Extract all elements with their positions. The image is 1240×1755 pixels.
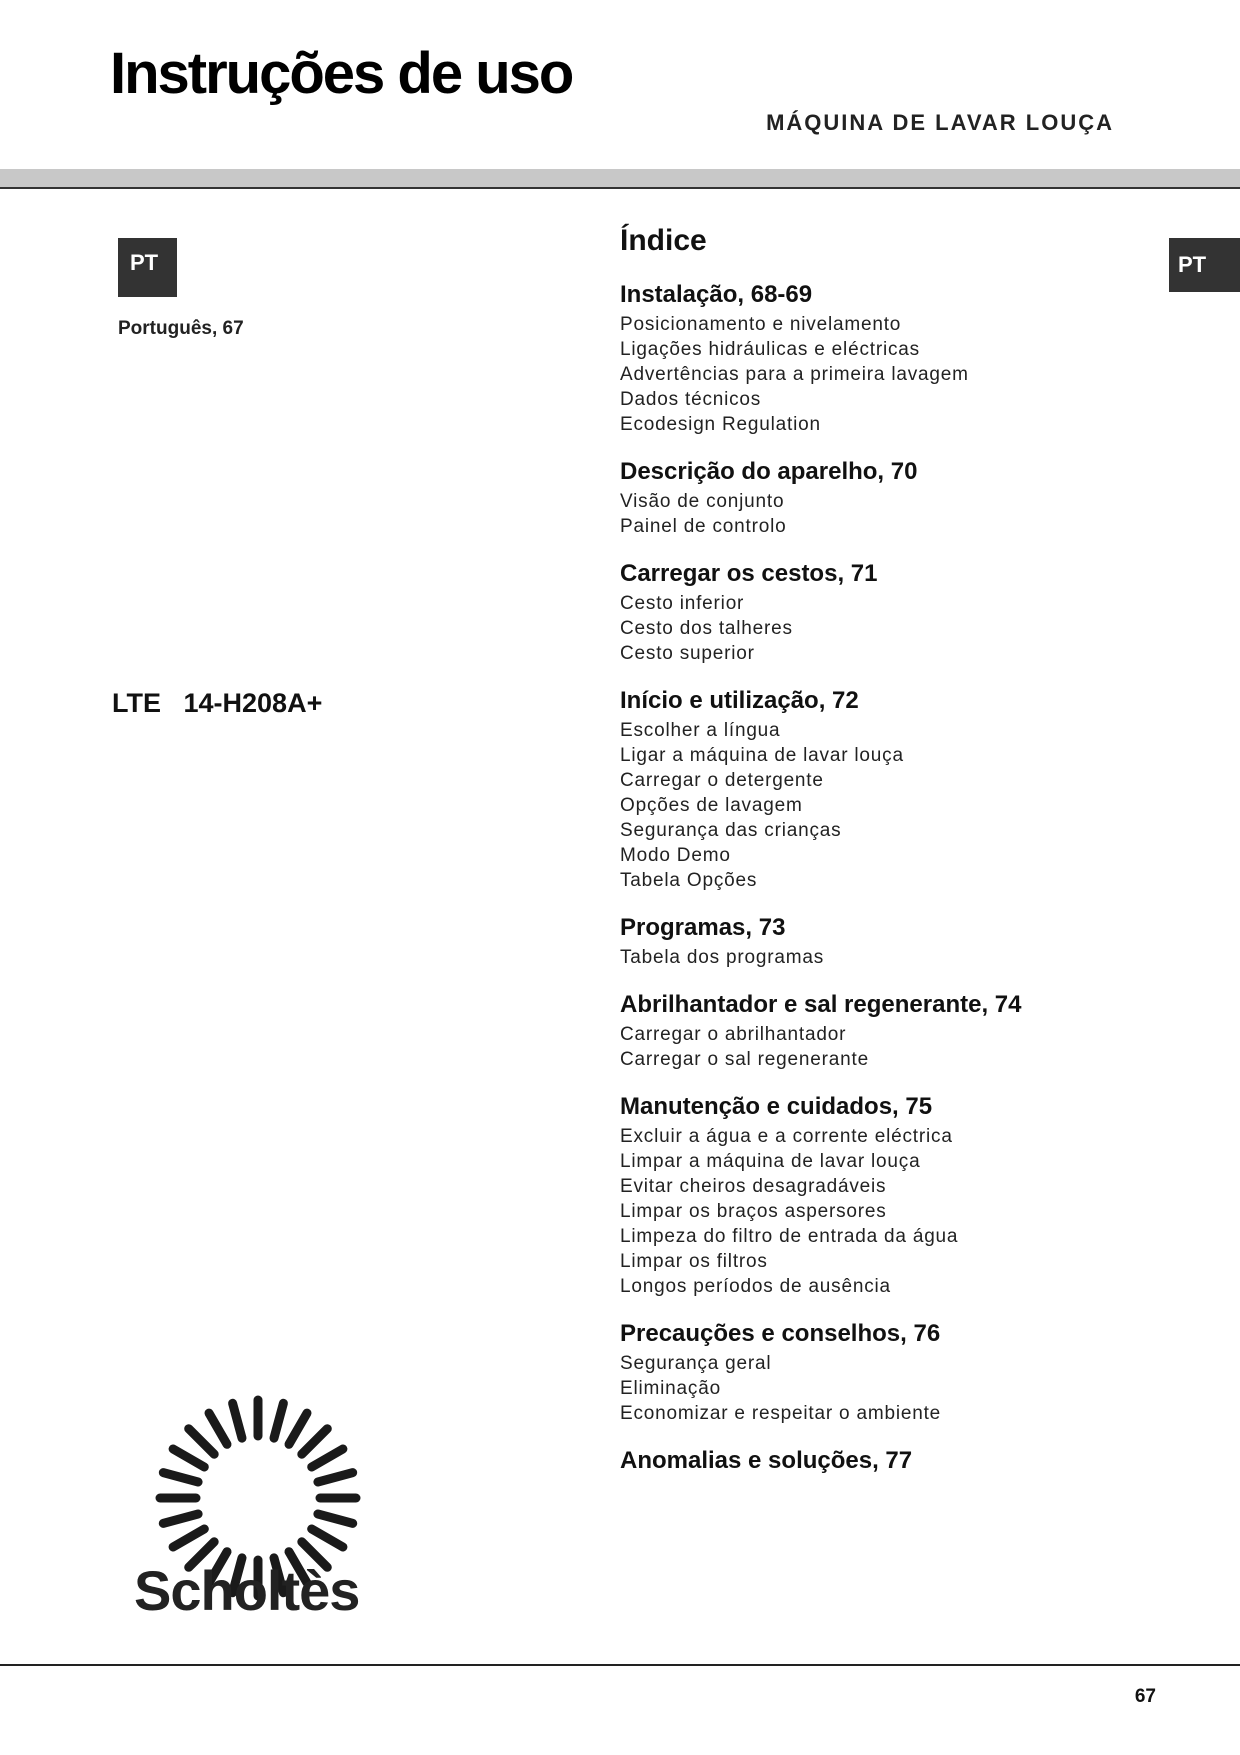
language-entry: Português, 67 [118, 318, 244, 339]
toc-item: Tabela dos programas [620, 947, 824, 968]
toc-item: Painel de controlo [620, 516, 787, 537]
toc-item: Escolher a língua [620, 720, 781, 741]
toc-item: Evitar cheiros desagradáveis [620, 1176, 887, 1197]
toc-item: Ligar a máquina de lavar louça [620, 745, 904, 766]
logo-ray [312, 1529, 343, 1547]
toc-sections [620, 280, 1200, 1476]
header-divider-band [0, 169, 1240, 187]
toc-item: Modo Demo [620, 845, 731, 866]
toc-section-heading: Manutenção e cuidados, 75 [620, 1093, 933, 1120]
logo-ray [163, 1473, 198, 1482]
logo-ray [318, 1473, 353, 1482]
toc-section [620, 686, 1200, 893]
side-language-tab: PT [1169, 238, 1240, 292]
toc-item: Carregar o detergente [620, 770, 824, 791]
toc-section-heading: Anomalias e soluções, 77 [620, 1447, 913, 1474]
toc-item: Eliminação [620, 1378, 721, 1399]
toc-item: Cesto inferior [620, 593, 745, 614]
toc-item: Longos períodos de ausência [620, 1276, 891, 1297]
toc-section-heading: Carregar os cestos, 71 [620, 560, 878, 587]
document-title: Instruções de uso [110, 41, 573, 106]
toc-item: Limpar os filtros [620, 1251, 768, 1272]
toc-item: Ecodesign Regulation [620, 414, 821, 435]
toc-item: Cesto dos talheres [620, 618, 793, 639]
logo-ray [163, 1514, 198, 1523]
toc-item: Carregar o sal regenerante [620, 1049, 869, 1070]
toc-section-heading: Início e utilização, 72 [620, 687, 859, 714]
toc-item: Cesto superior [620, 643, 755, 664]
logo-ray [302, 1429, 328, 1455]
toc-item: Economizar e respeitar o ambiente [620, 1403, 942, 1424]
toc-section [620, 1092, 1200, 1299]
toc-title: Índice [620, 224, 707, 257]
toc-section [620, 1319, 1200, 1426]
logo-ray [173, 1449, 204, 1467]
toc-section [620, 559, 1200, 666]
language-badge: PT [118, 238, 177, 297]
toc-section [620, 1446, 1200, 1476]
toc-item: Limpeza do filtro de entrada da água [620, 1226, 959, 1247]
logo-ray [233, 1403, 242, 1438]
toc-item: Tabela Opções [620, 870, 758, 891]
document-subtitle: MÁQUINA DE LAVAR LOUÇA [766, 110, 1114, 135]
logo-ray [189, 1429, 215, 1455]
toc-item: Posicionamento e nivelamento [620, 314, 902, 335]
logo-ray [312, 1449, 343, 1467]
toc-item: Limpar a máquina de lavar louça [620, 1151, 921, 1172]
logo-ray [274, 1403, 283, 1438]
toc-section [620, 457, 1200, 539]
toc-section [620, 280, 1200, 437]
toc-item: Segurança geral [620, 1353, 772, 1374]
toc-item: Dados técnicos [620, 389, 762, 410]
toc-item: Ligações hidráulicas e eléctricas [620, 339, 920, 360]
header-divider-line [0, 187, 1240, 189]
logo-ray [209, 1413, 227, 1444]
toc-section-heading: Programas, 73 [620, 914, 786, 941]
toc-section-heading: Descrição do aparelho, 70 [620, 458, 918, 485]
toc-item: Excluir a água e a corrente eléctrica [620, 1126, 953, 1147]
logo-ray [173, 1529, 204, 1547]
toc-section [620, 990, 1200, 1072]
toc-section-heading: Instalação, 68-69 [620, 281, 813, 308]
toc-section-heading: Abrilhantador e sal regenerante, 74 [620, 991, 1022, 1018]
footer-line [0, 1664, 1240, 1666]
toc-section [620, 913, 1200, 970]
model-name: LTE 14-H208A+ [112, 688, 323, 718]
toc-item: Carregar o abrilhantador [620, 1024, 847, 1045]
toc-item: Advertências para a primeira lavagem [620, 364, 969, 385]
logo-ray [289, 1413, 307, 1444]
toc-item: Limpar os braços aspersores [620, 1201, 887, 1222]
brand-name: Scholtès [134, 1559, 360, 1622]
toc-item: Segurança das crianças [620, 820, 842, 841]
toc-item: Visão de conjunto [620, 491, 785, 512]
toc-item: Opções de lavagem [620, 795, 803, 816]
toc-section-heading: Precauções e conselhos, 76 [620, 1320, 941, 1347]
page-number: 67 [1134, 1686, 1156, 1707]
table-of-contents [620, 224, 1200, 1496]
logo-ray [318, 1514, 353, 1523]
